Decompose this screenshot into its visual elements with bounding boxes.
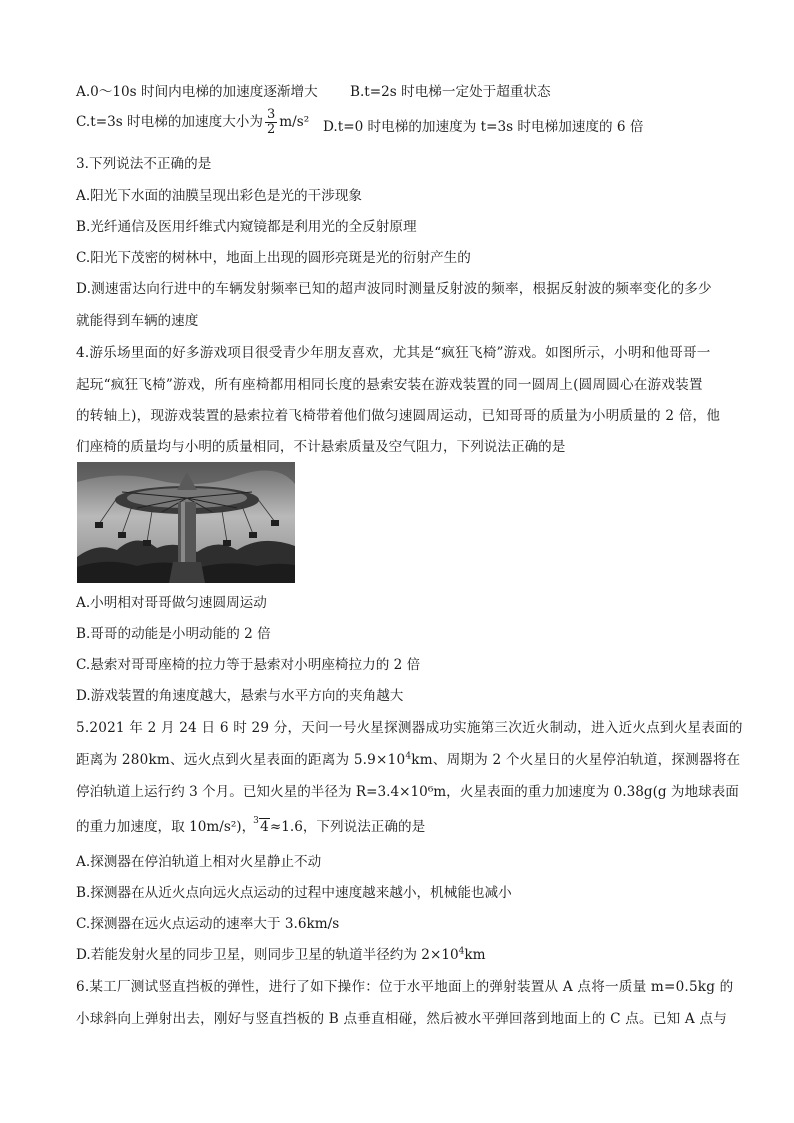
option-c-q5: C.探测器在远火点运动的速率大于 3.6km/s [76,916,340,932]
option-b-q5: B.探测器在从近火点向远火点运动的过程中速度越来越小，机械能也减小 [76,885,512,901]
option-d-q5: D.若能发射火星的同步卫星，则同步卫星的轨道半径约为 $2\times 10^4km$ [76,946,486,963]
question-6-stem: 6.某工厂测试竖直挡板的弹性，进行了如下操作：位于水平地面上的弹射装置从 A 点将一质量 m=0.5kg 的 [76,979,734,995]
option-a-q4: A.小明相对哥哥做匀速圆周运动 [76,595,267,611]
option-a-q5: A.探测器在停泊轨道上相对火星静止不动 [76,854,322,870]
question-5-stem-3: 停泊轨道上运行约 3 个月。已知火星的半径为 R=3.4×10⁶m，火星表面的重力加速度为 0.38g(g 为地球表面 [76,784,739,800]
option-a-q2: A.0～10s 时间内电梯的加速度逐渐增大 [76,84,318,100]
question-5-stem-4: 的重力加速度，取 10m/s²)， 3 4≈1.6，下列说法正确的是 [76,816,426,835]
question-6-stem-2: 小球斜向上弹射出去，刚好与竖直挡板的 B 点垂直相碰，然后被水平弹回落到地面上的 C 点。已知 A 点与 [76,1011,728,1027]
fraction: $\frac{3}{2}$ [266,107,276,137]
option-b-q2: B.t=2s 时电梯一定处于超重状态 [350,84,551,100]
option-a-q3: A.阳光下水面的油膜呈现出彩色是光的干涉现象 [76,188,363,204]
question-4-stem: 4.游乐场里面的好多游戏项目很受青少年朋友喜欢，尤其是“疯狂飞椅”游戏。如图所示，小明和他哥哥一 [76,345,711,361]
option-d-q4: D.游戏装置的角速度越大，悬索与水平方向的夹角越大 [76,688,404,704]
option-b-q4: B.哥哥的动能是小明动能的 2 倍 [76,626,271,642]
option-d-q2: D.t=0 时电梯的加速度为 t=3s 时电梯加速度的 6 倍 [323,119,644,135]
option-c-q4: C.悬索对哥哥座椅的拉力等于悬索对小明座椅拉力的 2 倍 [76,657,421,673]
option-c-q2: C.t=3s 时电梯的加速度大小为 $\frac{3}{2}$ m/s² [76,107,310,137]
option-d-q3-cont: 就能得到车辆的速度 [76,313,199,329]
option-d-q3: D.测速雷达向行进中的车辆发射频率已知的超声波同时测量反射波的频率，根据反射波的频率变化的多少 [76,281,712,297]
option-b-q3: B.光纤通信及医用纤维式内窥镜都是利用光的全反射原理 [76,219,417,235]
question-4-stem-4: 们座椅的质量均与小明的质量相同，不计悬索质量及空气阻力，下列说法正确的是 [76,439,566,455]
cube-root: 3 4 [253,816,269,835]
question-4-stem-3: 的转轴上)，现游戏装置的悬索拉着飞椅带着他们做匀速圆周运动，已知哥哥的质量为小明质量的 2 倍，他 [76,408,721,424]
question-5-stem: 5.2021 年 2 月 24 日 6 时 29 分，天问一号火星探测器成功实施第三次近火制动，进入近火点到火星表面的 [76,720,743,736]
question-5-stem-2: 距离为 280km、远火点到火星表面的距离为 $5.9\times 10^4km$、周期为 2 个火星日的火星停泊轨道，探测器将在 [76,751,741,768]
question-3-stem: 3.下列说法不正确的是 [76,156,212,172]
flying-chairs-photo [77,462,295,583]
option-c-q3: C.阳光下茂密的树林中，地面上出现的圆形亮斑是光的衍射产生的 [76,250,471,266]
question-4-stem-2: 起玩“疯狂飞椅”游戏，所有座椅都用相同长度的悬索安装在游戏装置的同一圆周上(圆周圆心在游戏装置 [76,377,703,393]
